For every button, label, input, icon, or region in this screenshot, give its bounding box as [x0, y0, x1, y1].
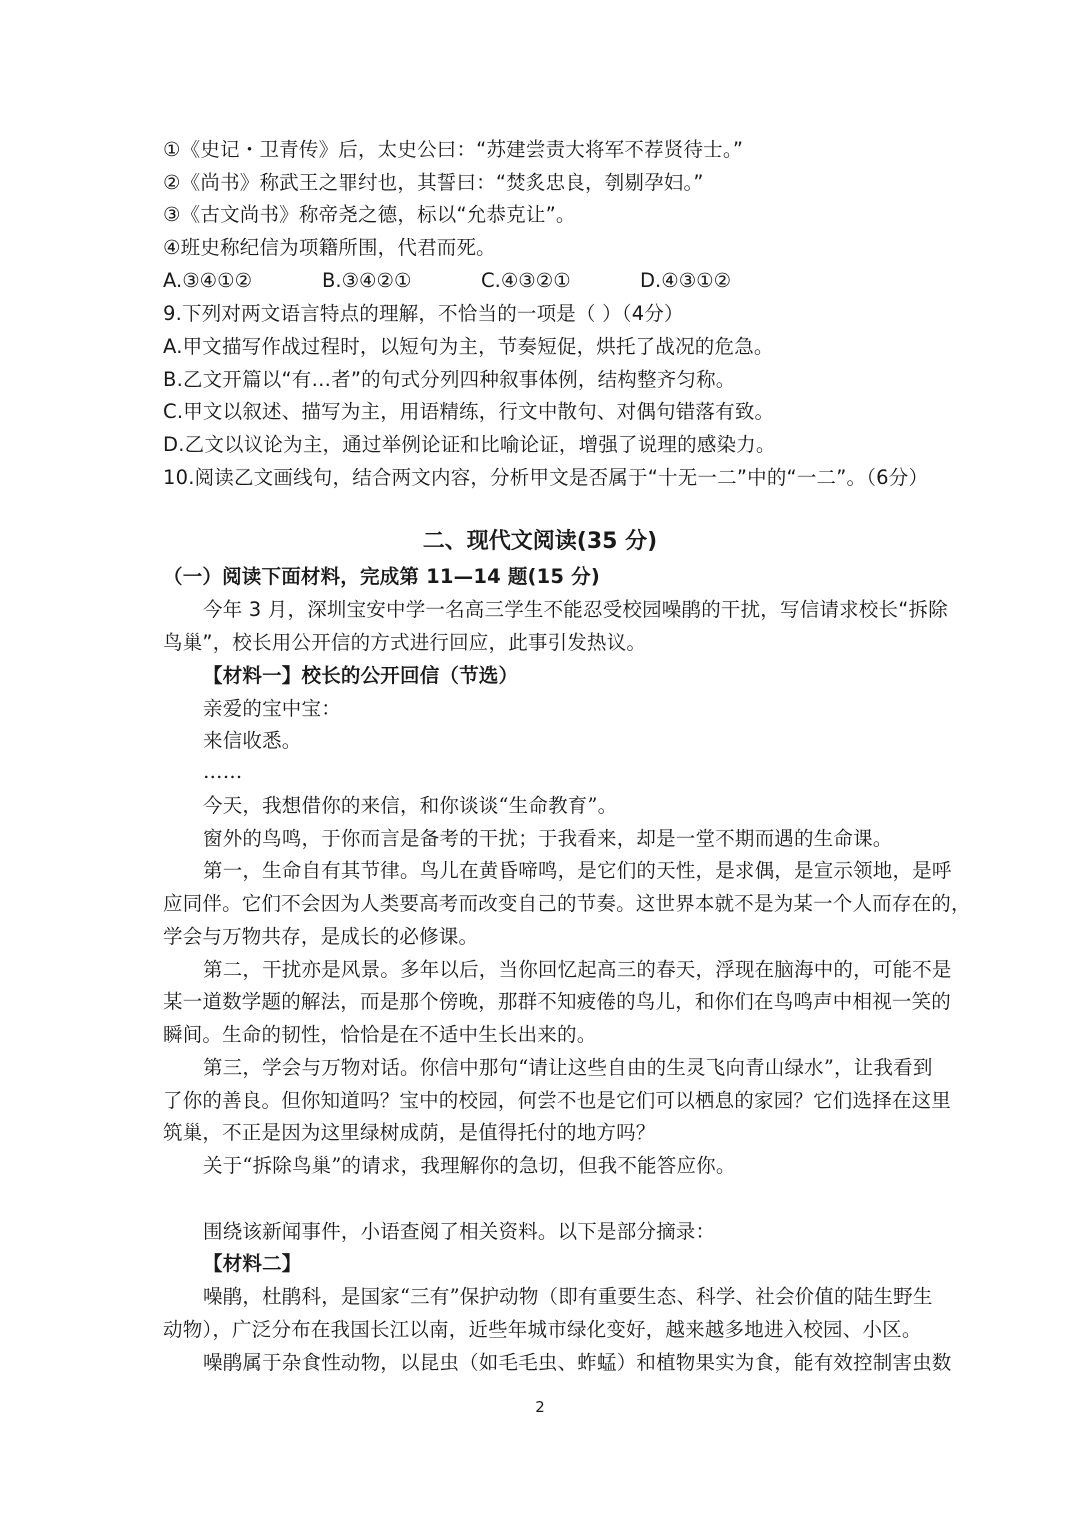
letter-received: 来信收悉。 — [203, 729, 302, 752]
sentence-1: ①《史记・卫青传》后，太史公曰：“苏建尝责大将军不荐贤待士。” — [163, 138, 744, 161]
q10-stem: 10.阅读乙文画线句，结合两文内容，分析甲文是否属于“十无一二”中的“一二”。（6分） — [163, 466, 929, 489]
letter-p2: 窗外的鸟鸣，于你而言是备考的干扰；于我看来，却是一堂不期而遇的生命课。 — [203, 827, 893, 850]
material2-p1-line1: 噪鹃，杜鹃科，是国家“三有”保护动物（即有重要生态、科学、社会价值的陆生野生 — [203, 1285, 933, 1308]
material2-p2-line1: 噪鹃属于杂食性动物，以昆虫（如毛毛虫、蚱蜢）和植物果实为食，能有效控制害虫数 — [203, 1351, 952, 1374]
sentence-3: ③《古文尚书》称帝尧之德，标以“允恭克让”。 — [163, 203, 576, 226]
letter-p3-line1: 第一，生命自有其节律。鸟儿在黄昏啼鸣，是它们的天性，是求偶，是宣示领地，是呼 — [203, 859, 952, 882]
letter-p3-line2: 应同伴。它们不会因为人类要高考而改变自己的节奏。这世界本就不是为某一个人而存在的， — [163, 892, 971, 915]
sentence-2: ②《尚书》称武王之罪纣也，其誓曰：“焚炙忠良，刳剔孕妇。” — [163, 171, 704, 194]
letter-p5-line1: 第三，学会与万物对话。你信中那句“请让这些自由的生灵飞向青山绿水”，让我看到 — [203, 1056, 933, 1079]
letter-p3-line3: 学会与万物共存，是成长的必修课。 — [163, 925, 479, 948]
material2-p1-line2: 动物），广泛分布在我国长江以南，近些年城市绿化变好，越来越多地进入校园、小区。 — [163, 1318, 922, 1341]
intro-line-1: 今年 3 月，深圳宝安中学一名高三学生不能忍受校园噪鹃的干扰，写信请求校长“拆除 — [203, 598, 948, 621]
page-number: 2 — [535, 1398, 545, 1416]
material1-title: 【材料一】校长的公开回信（节选） — [203, 664, 519, 687]
letter-ellipsis: …… — [203, 760, 243, 783]
choice-b: B.③④②① — [322, 269, 412, 292]
intro-line-2: 鸟巢”，校长用公开信的方式进行回应，此事引发热议。 — [163, 631, 647, 654]
material2-title: 【材料二】 — [203, 1252, 302, 1275]
q9-option-a: A.甲文描写作战过程时，以短句为主，节奏短促，烘托了战况的危急。 — [163, 335, 774, 358]
letter-greeting: 亲爱的宝中宝： — [203, 697, 341, 720]
choice-d: D.④③①② — [640, 269, 732, 292]
letter-p5-line2: 了你的善良。但你知道吗？宝中的校园，何尝不也是它们可以栖息的家园？它们选择在这里 — [163, 1089, 952, 1112]
choice-a: A.③④①② — [163, 269, 253, 292]
sentence-4: ④班史称纪信为项籍所围，代君而死。 — [163, 236, 496, 259]
q9-option-c: C.甲文以叙述、描写为主，用语精练，行文中散句、对偶句错落有致。 — [163, 400, 775, 423]
q9-option-d: D.乙文以议论为主，通过举例论证和比喻论证，增强了说理的感染力。 — [163, 433, 776, 456]
choice-c: C.④③②① — [481, 269, 571, 292]
letter-p4-line3: 瞬间。生命的韧性，恰恰是在不适中生长出来的。 — [163, 1023, 597, 1046]
letter-p5-line3: 筑巢，不正是因为这里绿树成荫，是值得托付的地方吗？ — [163, 1121, 656, 1144]
letter-p1: 今天，我想借你的来信，和你谈谈“生命教育”。 — [203, 794, 618, 817]
section-subtitle: （一）阅读下面材料，完成第 11—14 题(15 分) — [163, 565, 600, 588]
letter-p4-line2: 某一道数学题的解法，而是那个傍晚，那群不知疲倦的鸟儿，和你们在鸟鸣声中相视一笑的 — [163, 990, 952, 1013]
material2-lead: 围绕该新闻事件，小语查阅了相关资料。以下是部分摘录： — [203, 1220, 716, 1243]
q9-stem: 9.下列对两文语言特点的理解，不恰当的一项是（ ）（4分） — [163, 302, 684, 325]
letter-p6: 关于“拆除鸟巢”的请求，我理解你的急切，但我不能答应你。 — [203, 1154, 736, 1177]
q9-option-b: B.乙文开篇以“有…者”的句式分列四种叙事体例，结构整齐匀称。 — [163, 368, 736, 391]
letter-p4-line1: 第二，干扰亦是风景。多年以后，当你回忆起高三的春天，浮现在脑海中的，可能不是 — [203, 958, 952, 981]
section-title: 二、现代文阅读(35 分) — [422, 529, 658, 554]
